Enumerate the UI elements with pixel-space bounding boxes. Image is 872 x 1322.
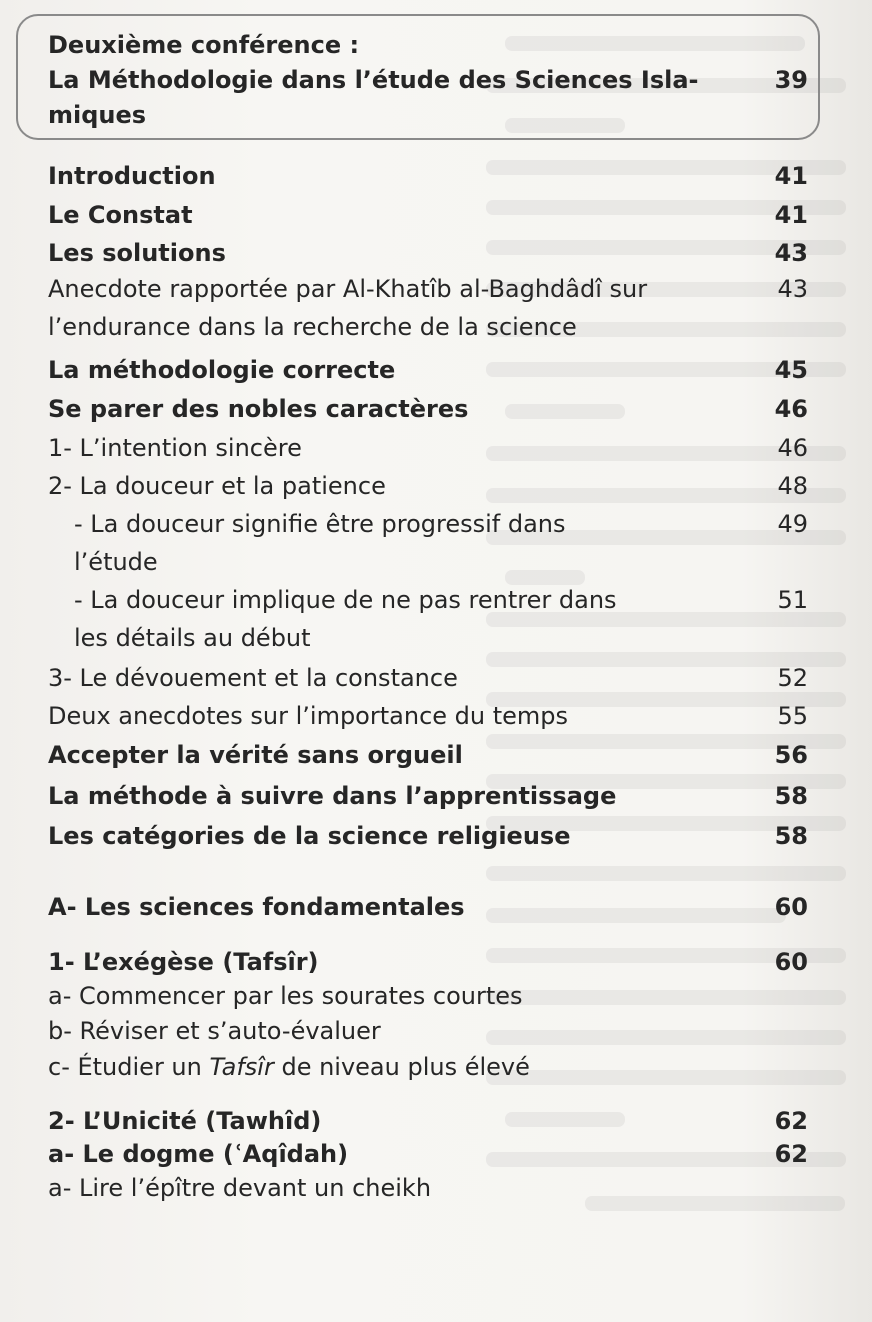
page-number: 62 — [774, 1107, 808, 1135]
page-number: 58 — [774, 782, 808, 810]
page-number: 39 — [774, 66, 808, 94]
page-number: 45 — [774, 356, 808, 384]
page-number: 48 — [777, 472, 808, 500]
page-number: 43 — [774, 239, 808, 267]
page-number: 46 — [777, 434, 808, 462]
page-number: 62 — [774, 1140, 808, 1168]
page-number: 56 — [774, 741, 808, 769]
page-number: 46 — [774, 395, 808, 423]
page-number: 43 — [777, 275, 808, 303]
table-of-contents: Deuxième conférence : La Méthodologie dans l’étude des Sciences Isla- 39 miques Introduction 41 Le Constat 41 Les solutions 43 Anecdote rapportée par Al-Khatîb al-Baghdâdî sur 43 l’endurance dans la recherche de la science La méthodologie correcte 45 Se parer des nobles caractères 46 1- L’intention sincère 46 2- La douceur et la patience 48 - La douceur signifie être progressif dans 49 l’étude - La douceur implique de ne pas rentrer dans 51 les détails au début 3- Le dévouement et la constance 52 Deux anecdotes sur l’importance du temps 55 Accepter la vérité sans orgueil 56 La méthode à suivre dans l’apprentissage 58 Les catégories de la science religieuse 58 A- Les sciences fondamentales 60 1- L’exégèse (Tafsîr) 60 a- Commencer par les sourates courtes b- Réviser et s’auto-évaluer c- Étudier un Tafsîr de niveau plus élevé 2- L’Unicité (Tawhîd) 62 a- Le dogme (ʿAqîdah) 62 a- Lire l’épître devant un cheikh — [0, 0, 872, 1322]
page-number: 60 — [774, 893, 808, 921]
page-number: 49 — [777, 510, 808, 538]
page-number: 58 — [774, 822, 808, 850]
page-number: 41 — [774, 201, 808, 229]
page-number: 52 — [777, 664, 808, 692]
page-number: 55 — [777, 702, 808, 730]
page-number: 60 — [774, 948, 808, 976]
page-number: 41 — [774, 162, 808, 190]
page-number: 51 — [777, 586, 808, 614]
